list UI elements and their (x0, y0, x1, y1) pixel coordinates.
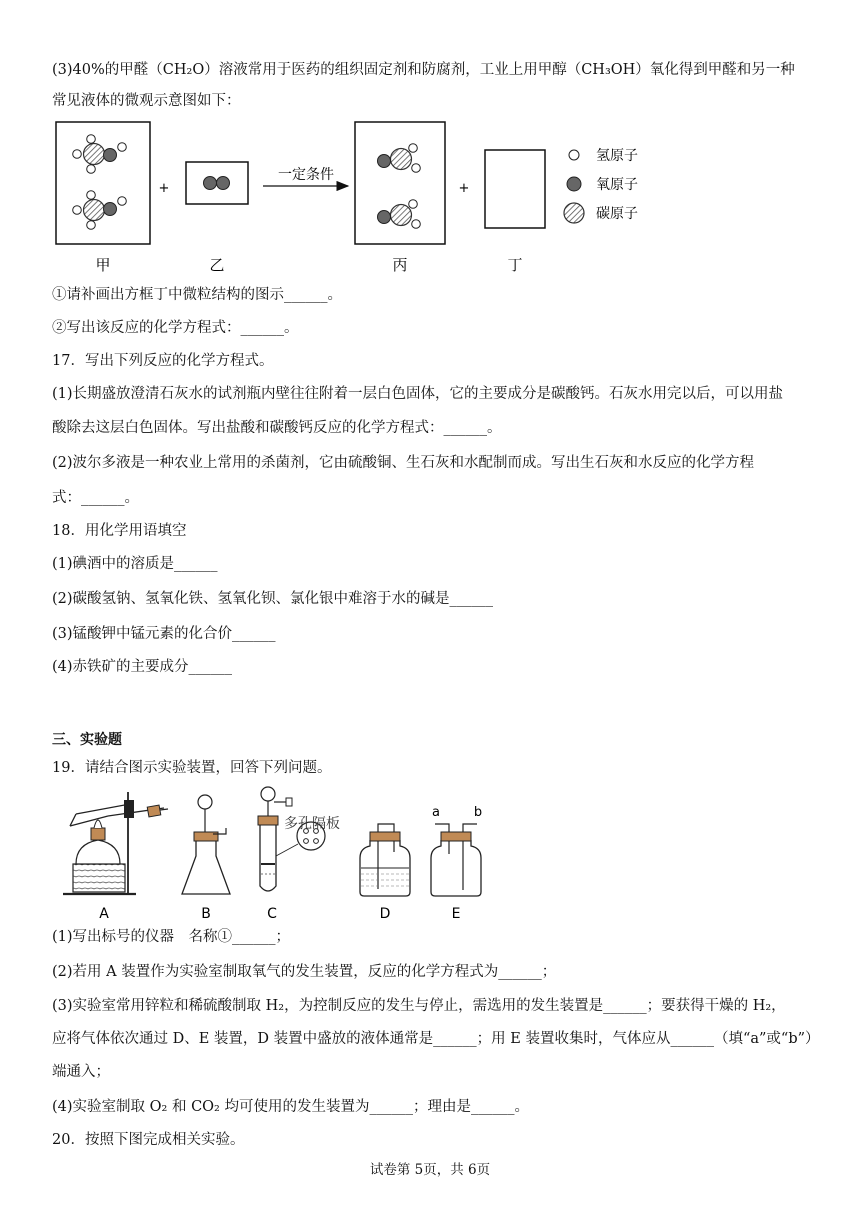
plus-sign: + (158, 181, 170, 196)
q19-p3-line2: 应将气体依次通过 D、E 装置，D 装置中盛放的液体通常是______；用 E 装置收集时，气体应从______（填“a”或“b”） (52, 1031, 820, 1047)
apparatus-e (431, 824, 481, 896)
legend (564, 148, 638, 223)
legend-hydrogen: 氢原子 (596, 148, 638, 164)
q16-sub2: ②写出该反应的化学方程式：______。 (52, 320, 299, 336)
apparatus-a (63, 792, 168, 894)
q18-title: 18．用化学用语填空 (52, 523, 187, 539)
q17-p1-line1: (1)长期盛放澄清石灰水的试剂瓶内壁往往附着一层白色固体，它的主要成分是碳酸钙。石灰水用完以后，可以用盐 (52, 386, 784, 402)
q19-p3-line3: 端通入； (52, 1064, 110, 1080)
box-ding (485, 150, 545, 228)
q19-title: 19．请结合图示实验装置，回答下列问题。 (52, 760, 332, 776)
box-jia (56, 122, 150, 244)
label-a: A (99, 906, 109, 922)
q17-p2-line2: 式：______。 (52, 490, 139, 506)
lab-apparatus-diagram (58, 784, 498, 924)
label-b: B (201, 906, 211, 922)
arrow-condition: 一定条件 (278, 167, 334, 183)
porous-plate-label: 多孔隔板 (284, 816, 340, 832)
q18-item4: (4)赤铁矿的主要成分______ (52, 659, 233, 675)
label-c: C (267, 906, 277, 922)
label-d: D (379, 906, 391, 922)
q19-p1: (1)写出标号的仪器 名称①______； (52, 929, 291, 945)
label-e: E (451, 906, 461, 922)
oxygen-molecule (204, 177, 230, 190)
label-bing: 丙 (392, 256, 408, 274)
methanol-molecule (73, 135, 127, 174)
plus-sign: + (458, 181, 470, 196)
q16-sub1: ①请补画出方框丁中微粒结构的图示______。 (52, 287, 342, 303)
q17-title: 17．写出下列反应的化学方程式。 (52, 353, 274, 369)
legend-oxygen: 氧原子 (596, 177, 638, 193)
q16-part3-line1: (3)40%的甲醛（CH₂O）溶液常用于医药的组织固定剂和防腐剂，工业上用甲醇（CH₃OH）氧化得到甲醛和另一种 (52, 62, 795, 78)
q17-p1-line2: 酸除去这层白色固体。写出盐酸和碳酸钙反应的化学方程式：______。 (52, 420, 502, 436)
section-heading: 三、实验题 (52, 732, 122, 748)
apparatus-c (258, 787, 325, 891)
q18-item3: (3)锰酸钾中锰元素的化合价______ (52, 626, 276, 642)
molecular-reaction-diagram (50, 118, 690, 278)
apparatus-d (360, 824, 410, 896)
methanol-molecule (73, 191, 127, 230)
label-jia: 甲 (95, 256, 111, 274)
q19-p2: (2)若用 A 装置作为实验室制取氧气的发生装置，反应的化学方程式为______； (52, 964, 557, 980)
apparatus-b (182, 795, 230, 894)
formaldehyde-molecule (378, 144, 421, 173)
formaldehyde-molecule (378, 200, 421, 229)
page-footer: 试卷第 5页，共 6页 (369, 1162, 491, 1178)
q19-p3-line1: (3)实验室常用锌粒和稀硫酸制取 H₂，为控制反应的发生与停止，需选用的发生装置是______；要获得干燥的 H₂， (52, 998, 786, 1014)
label-ding: 丁 (507, 256, 523, 274)
port-b-label: b (473, 805, 483, 820)
q19-p4: (4)实验室制取 O₂ 和 CO₂ 均可使用的发生装置为______；理由是______。 (52, 1099, 529, 1115)
q17-p2-line1: (2)波尔多液是一种农业上常用的杀菌剂，它由硫酸铜、生石灰和水配制而成。写出生石灰和水反应的化学方程 (52, 455, 755, 471)
q20-title: 20．按照下图完成相关实验。 (52, 1132, 245, 1148)
legend-carbon: 碳原子 (596, 206, 638, 222)
port-a-label: a (432, 805, 440, 820)
q18-item2: (2)碳酸氢钠、氢氧化铁、氢氧化钡、氯化银中难溶于水的碱是______ (52, 591, 494, 607)
q18-item1: (1)碘酒中的溶质是______ (52, 556, 218, 572)
q16-part3-line2: 常见液体的微观示意图如下： (52, 93, 241, 109)
label-yi: 乙 (209, 256, 225, 274)
